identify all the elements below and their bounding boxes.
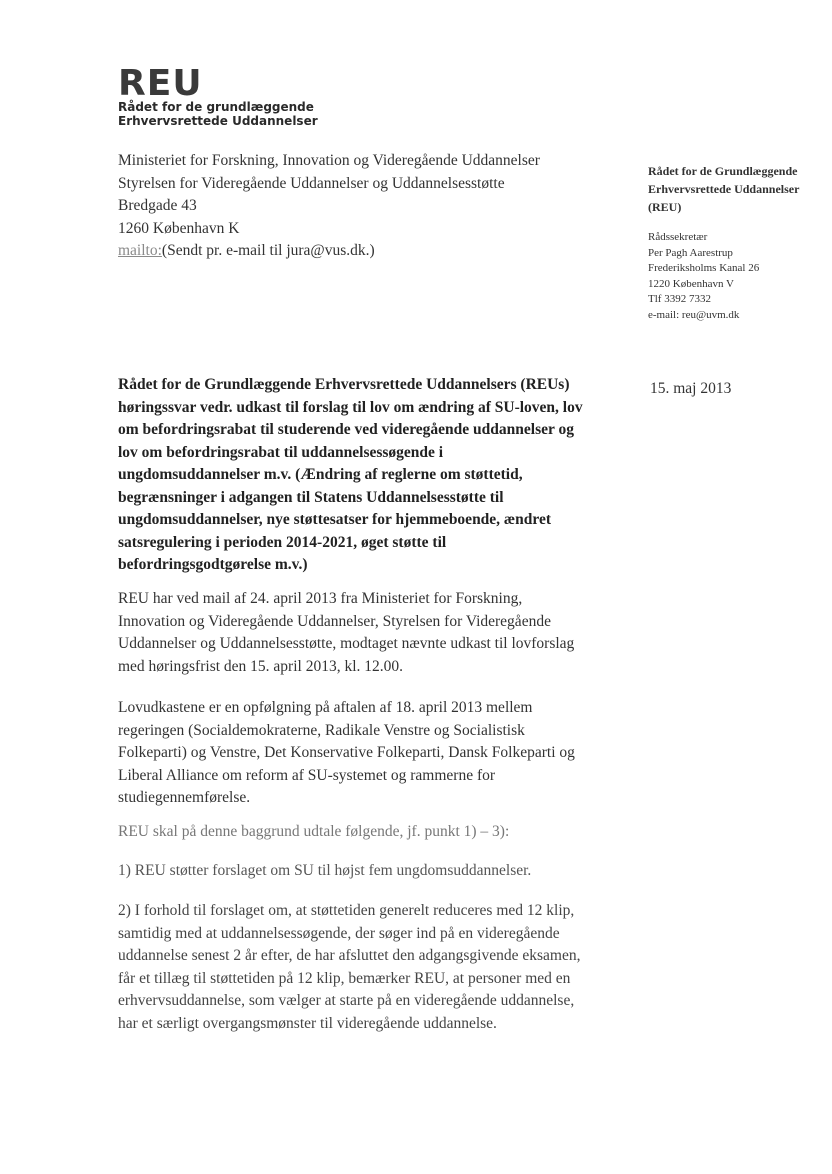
sender-email: e-mail: reu@uvm.dk [648,308,740,321]
sender-line: Frederiksholms Kanal 26 [648,262,760,274]
sender-line: Per Pagh Aarestrup [648,246,733,259]
recipient-address [118,150,540,263]
letterhead-line-1: Rådet for de grundlæggende [118,100,314,114]
sender-line: Rådssekretær [648,231,708,243]
reu-logo: REU [118,63,203,104]
recipient-line: Styrelsen for Videregående Uddannelser og Uddannelsesstøtte [118,174,505,192]
sender-info [648,230,759,323]
mailto-link[interactable]: mailto: [118,242,162,259]
sender-line: 1220 København V [648,277,734,290]
sender-line: Tlf 3392 7332 [648,293,711,305]
body-paragraph: 2) I forhold til forslaget om, at støttetiden generelt reduceres med 12 klip, samtidig med at uddannelsessøgende, der søger ind på en videregående uddannelse senest 2 år efter, de har afsluttet den adgangsgivende eksamen, får et tillæg til støttetiden på 12 klip, bemærker REU, at personer med en erhvervsuddannelse, som vælger at starte på en videregående uddannelse, har et særligt overgangsmønster til videregående uddannelse. [118,902,581,1032]
mail-note: (Sendt pr. e-mail til jura@vus.dk.) [161,242,375,259]
body-paragraph: 1) REU støtter forslaget om SU til højst fem ungdomsuddannelser. [118,862,532,879]
subject-heading: Rådet for de Grundlæggende Erhvervsrettede Uddannelsers (REUs) høringssvar vedr. udkast til forslag til lov om ændring af SU-loven, lov om befordringsrabat til studerende ved videregående uddannelser og lov om befordringsrabat til uddannelsessøgende i ungdomsuddannelser m.v. (Ændring af reglerne om støttetid, begrænsninger i adgangen til Statens Uddannelsesstøtte til ungdomsuddannelser, nye støttesatser for hjemmeboende, ændret satsregulering i perioden 2014-2021, øget støtte til befordringsgodtgørelse m.v.) [118,376,583,573]
sender-title: Rådet for de Grundlæggende Erhvervsrettede Uddannelser (REU) [648,164,800,214]
body-paragraph: Lovudkastene er en opfølgning på aftalen af 18. april 2013 mellem regeringen (Socialdemokraterne, Radikale Venstre og Socialistisk Folkeparti) og Venstre, Det Konservative Folkeparti, Dansk Folkeparti og Liberal Alliance om reform af SU-systemet og rammerne for studiegennemførelse. [118,699,575,806]
body-paragraph: REU har ved mail af 24. april 2013 fra Ministeriet for Forskning, Innovation og Videregående Uddannelser, Styrelsen for Videregående Uddannelser og Uddannelsesstøtte, modtaget nævnte udkast til lovforslag med høringsfrist den 15. april 2013, kl. 12.00. [118,590,575,675]
letterhead-line-2: Erhvervsrettede Uddannelser [118,114,318,128]
letter-date: 15. maj 2013 [650,380,732,397]
body-paragraph: REU skal på denne baggrund udtale følgende, jf. punkt 1) – 3): [118,823,510,840]
recipient-line: Ministeriet for Forskning, Innovation og Videregående Uddannelser [118,152,540,169]
recipient-mail-line [118,240,540,263]
recipient-line: 1260 København K [118,219,240,237]
recipient-line: Bredgade 43 [118,197,197,214]
